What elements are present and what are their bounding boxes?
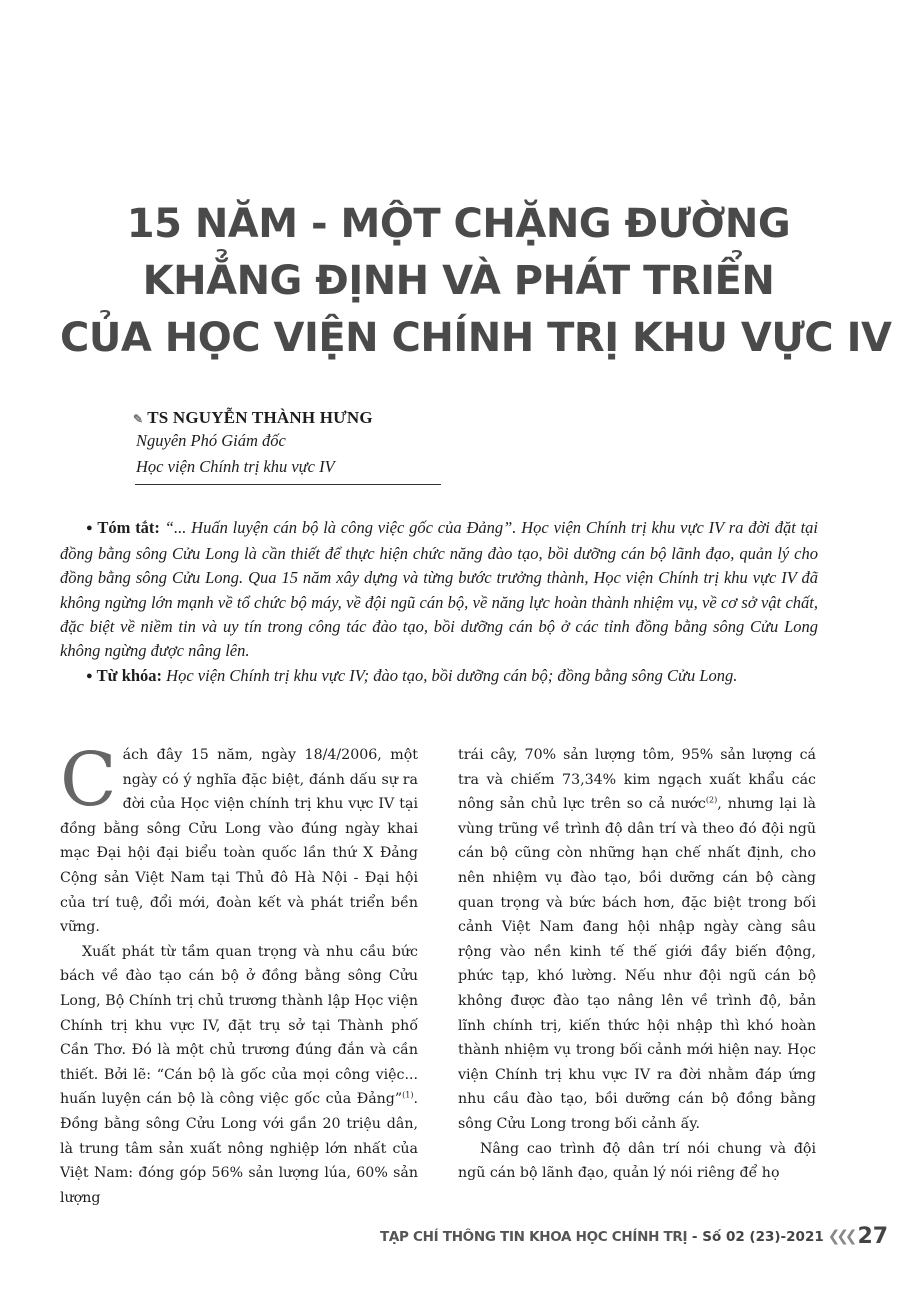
chevrons-icon: ❮❮❮ [827,1227,854,1245]
bullet-icon: ● [86,670,93,683]
author-name: TS NGUYỄN THÀNH HƯNG [147,408,373,427]
body-paragraph-2: Xuất phát từ tầm quan trọng và nhu cầu bức bách về đào tạo cán bộ ở đồng bằng sông Cửu Long, Bộ Chính trị chủ trương thành lập Học viện Chính trị khu vực IV, đặt trụ sở tại Thành phố Cần Thơ. Đó là một chủ trương đúng đắn và cần thiết. Bởi lẽ: “Cán bộ là gốc của mọi công việc... huấn luyện cán bộ là công việc gốc của Đảng”$^{(1)}$. Đồng bằng sông Cửu Long với gần 20 triệu dân, là trung tâm sản xuất nông nghiệp lớn nhất của Việt Nam: đóng góp 56% sản lượng lúa, 60% sản lượng [60,943,418,1206]
title-line-1: 15 NĂM - MỘT CHẶNG ĐƯỜNG [126,201,791,247]
body-column-left [60,737,418,1210]
page-footer: TẠP CHÍ THÔNG TIN KHOA HỌC CHÍNH TRỊ - Số 02 (23)-2021 ❮❮❮ 27 [380,1224,889,1249]
abstract [60,516,818,690]
summary-text: “... Huấn luyện cán bộ là công việc gốc của Đảng”. Học viện Chính trị khu vực IV ra đời đặt tại đồng bằng sông Cửu Long là cần thiết để thực hiện chức năng đào tạo, bồi dưỡng cán bộ lãnh đạo, quản lý cho đồng bằng sông Cửu Long. Qua 15 năm xây dựng và từng bước trưởng thành, Học viện Chính trị khu vực IV đã không ngừng lớn mạnh về tổ chức bộ máy, về đội ngũ cán bộ, về năng lực hoàn thành nhiệm vụ, về cơ sở vật chất, đặc biệt về niềm tin và uy tín trong công tác đào tạo, bồi dưỡng cán bộ ở các tỉnh đồng bằng sông Cửu Long không ngừng được nâng lên. [60,518,819,661]
author-block [133,408,373,480]
article-title [60,196,892,367]
keywords-label: Từ khóa: [96,666,163,686]
summary-label: Tóm tắt: [97,518,160,537]
page-number: 27 [857,1224,889,1249]
footnote-ref-2: (2) [705,795,718,805]
author-role: Nguyên Phó Giám đốc [136,431,286,450]
keywords-text: Học viện Chính trị khu vực IV; đào tạo, bồi dưỡng cán bộ; đồng bằng sông Cửu Long. [166,666,738,686]
body-paragraph-4: Nâng cao trình độ dân trí nói chung và đội ngũ cán bộ lãnh đạo, quản lý nói riêng để họ [458,1140,816,1182]
drop-cap: C [60,737,117,823]
author-bullet-icon: ✎ [133,412,144,426]
author-divider [135,484,441,485]
body-paragraph-3: trái cây, 70% sản lượng tôm, 95% sản lượng cá tra và chiếm 73,34% kim ngạch xuất khẩu các nông sản chủ lực trên so cả nước$^{(2)}$, nhưng lại là vùng trũng về trình độ dân trí và theo đó đội ngũ cán bộ cũng còn những hạn chế nhất định, cho nên nhiệm vụ đào tạo, bồi dưỡng cán bộ càng quan trọng và bức bách hơn, đặc biệt trong bối cảnh Việt Nam đang hội nhập ngày càng sâu rộng vào nền kinh tế thế giới đầy biến động, phức tạp, khó lường. Nếu như đội ngũ cán bộ không được đào tạo nâng lên về trình độ, bản lĩnh chính trị, kiến thức hội nhập thì khó hoàn thành nhiệm vụ trong bối cảnh mới hiện nay. Học viện Chính trị khu vực IV ra đời nhằm đáp ứng nhu cầu đào tạo, bồi dưỡng cán bộ đồng bằng sông Cửu Long trong bối cảnh ấy. [458,747,816,1132]
title-line-2: KHẲNG ĐỊNH VÀ PHÁT TRIỂN [142,258,775,304]
bullet-icon: ● [86,522,94,534]
summary-paragraph [60,516,818,663]
body-column-right [458,743,816,1186]
author-org: Học viện Chính trị khu vực IV [136,457,335,476]
footnote-ref-1: (1) [402,1090,414,1100]
journal-name: TẠP CHÍ THÔNG TIN KHOA HỌC CHÍNH TRỊ [380,1229,688,1245]
title-line-3: CỦA HỌC VIỆN CHÍNH TRỊ KHU VỰC IV [60,315,892,361]
body-paragraph-1: Cách đây 15 năm, ngày 18/4/2006, một ngày có ý nghĩa đặc biệt, đánh dấu sự ra đời của Học viện chính trị khu vực IV tại đồng bằng sông Cửu Long vào đúng ngày khai mạc Đại hội đại biểu toàn quốc lần thứ X Đảng Cộng sản Việt Nam tại Thủ đô Hà Nội - Đại hội của trí tuệ, đổi mới, đoàn kết và phát triển bền vững. [60,737,418,936]
keywords-paragraph [60,664,818,690]
issue-number: Số 02 (23)-2021 [702,1229,824,1245]
